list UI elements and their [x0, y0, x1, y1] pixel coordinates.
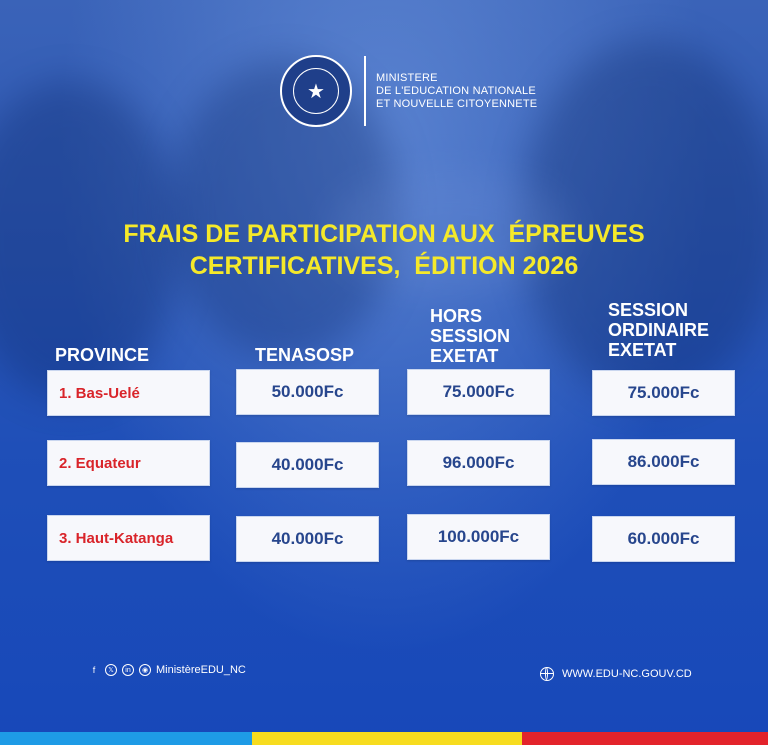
- column-header-line: SESSION: [430, 326, 511, 346]
- column-header-line: EXETAT: [608, 340, 677, 360]
- globe-icon: [540, 667, 554, 681]
- tenasosp-cell: 50.000Fc: [236, 369, 379, 415]
- tenasosp-cell: 40.000Fc: [236, 442, 379, 488]
- social-links: [88, 664, 246, 676]
- flag-yellow-band: [252, 732, 522, 745]
- header-divider: [364, 56, 366, 126]
- flag-blue-band: [0, 732, 252, 745]
- province-cell: 3. Haut-Katanga: [47, 515, 210, 561]
- column-header-session-ordinaire: [608, 300, 709, 360]
- hors-session-cell: 96.000Fc: [407, 440, 550, 486]
- column-header-line: SESSION: [608, 300, 689, 320]
- column-header-tenasosp: TENASOSP: [255, 345, 355, 365]
- session-ordinaire-cell: 75.000Fc: [592, 370, 735, 416]
- ministry-header: [280, 55, 537, 127]
- flag-stripe: [0, 732, 768, 745]
- column-header-line: HORS: [430, 306, 483, 326]
- column-header-line: ORDINAIRE: [608, 320, 710, 340]
- linkedin-icon[interactable]: in: [122, 664, 134, 676]
- social-handle[interactable]: MinistèreEDU_NC: [156, 664, 246, 676]
- instagram-icon[interactable]: ◉: [139, 664, 151, 676]
- ministry-line: MINISTERE: [376, 71, 438, 84]
- facebook-icon[interactable]: f: [92, 665, 96, 675]
- hors-session-cell: 100.000Fc: [407, 514, 550, 560]
- column-header-line: EXETAT: [430, 346, 499, 366]
- seal-emblem-icon: ★: [293, 68, 339, 114]
- column-header-hors-session: [430, 306, 510, 366]
- ministry-line: DE L'EDUCATION NATIONALE: [376, 84, 536, 97]
- tenasosp-cell: 40.000Fc: [236, 516, 379, 562]
- title-line: FRAIS DE PARTICIPATION AUX ÉPREUVES: [123, 220, 645, 248]
- column-header-province: PROVINCE: [55, 345, 150, 365]
- government-seal-icon: [280, 55, 352, 127]
- x-icon[interactable]: 𝕏: [105, 664, 117, 676]
- website-link[interactable]: [540, 667, 692, 681]
- ministry-name: [376, 72, 537, 111]
- hors-session-cell: 75.000Fc: [407, 369, 550, 415]
- ministry-line: ET NOUVELLE CITOYENNETE: [376, 97, 538, 110]
- title-line: CERTIFICATIVES, ÉDITION 2026: [189, 252, 579, 280]
- page-title: [0, 218, 768, 282]
- province-cell: 2. Equateur: [47, 440, 210, 486]
- province-cell: 1. Bas-Uelé: [47, 370, 210, 416]
- session-ordinaire-cell: 86.000Fc: [592, 439, 735, 485]
- flag-red-band: [522, 732, 768, 745]
- session-ordinaire-cell: 60.000Fc: [592, 516, 735, 562]
- website-url[interactable]: WWW.EDU-NC.GOUV.CD: [562, 668, 692, 680]
